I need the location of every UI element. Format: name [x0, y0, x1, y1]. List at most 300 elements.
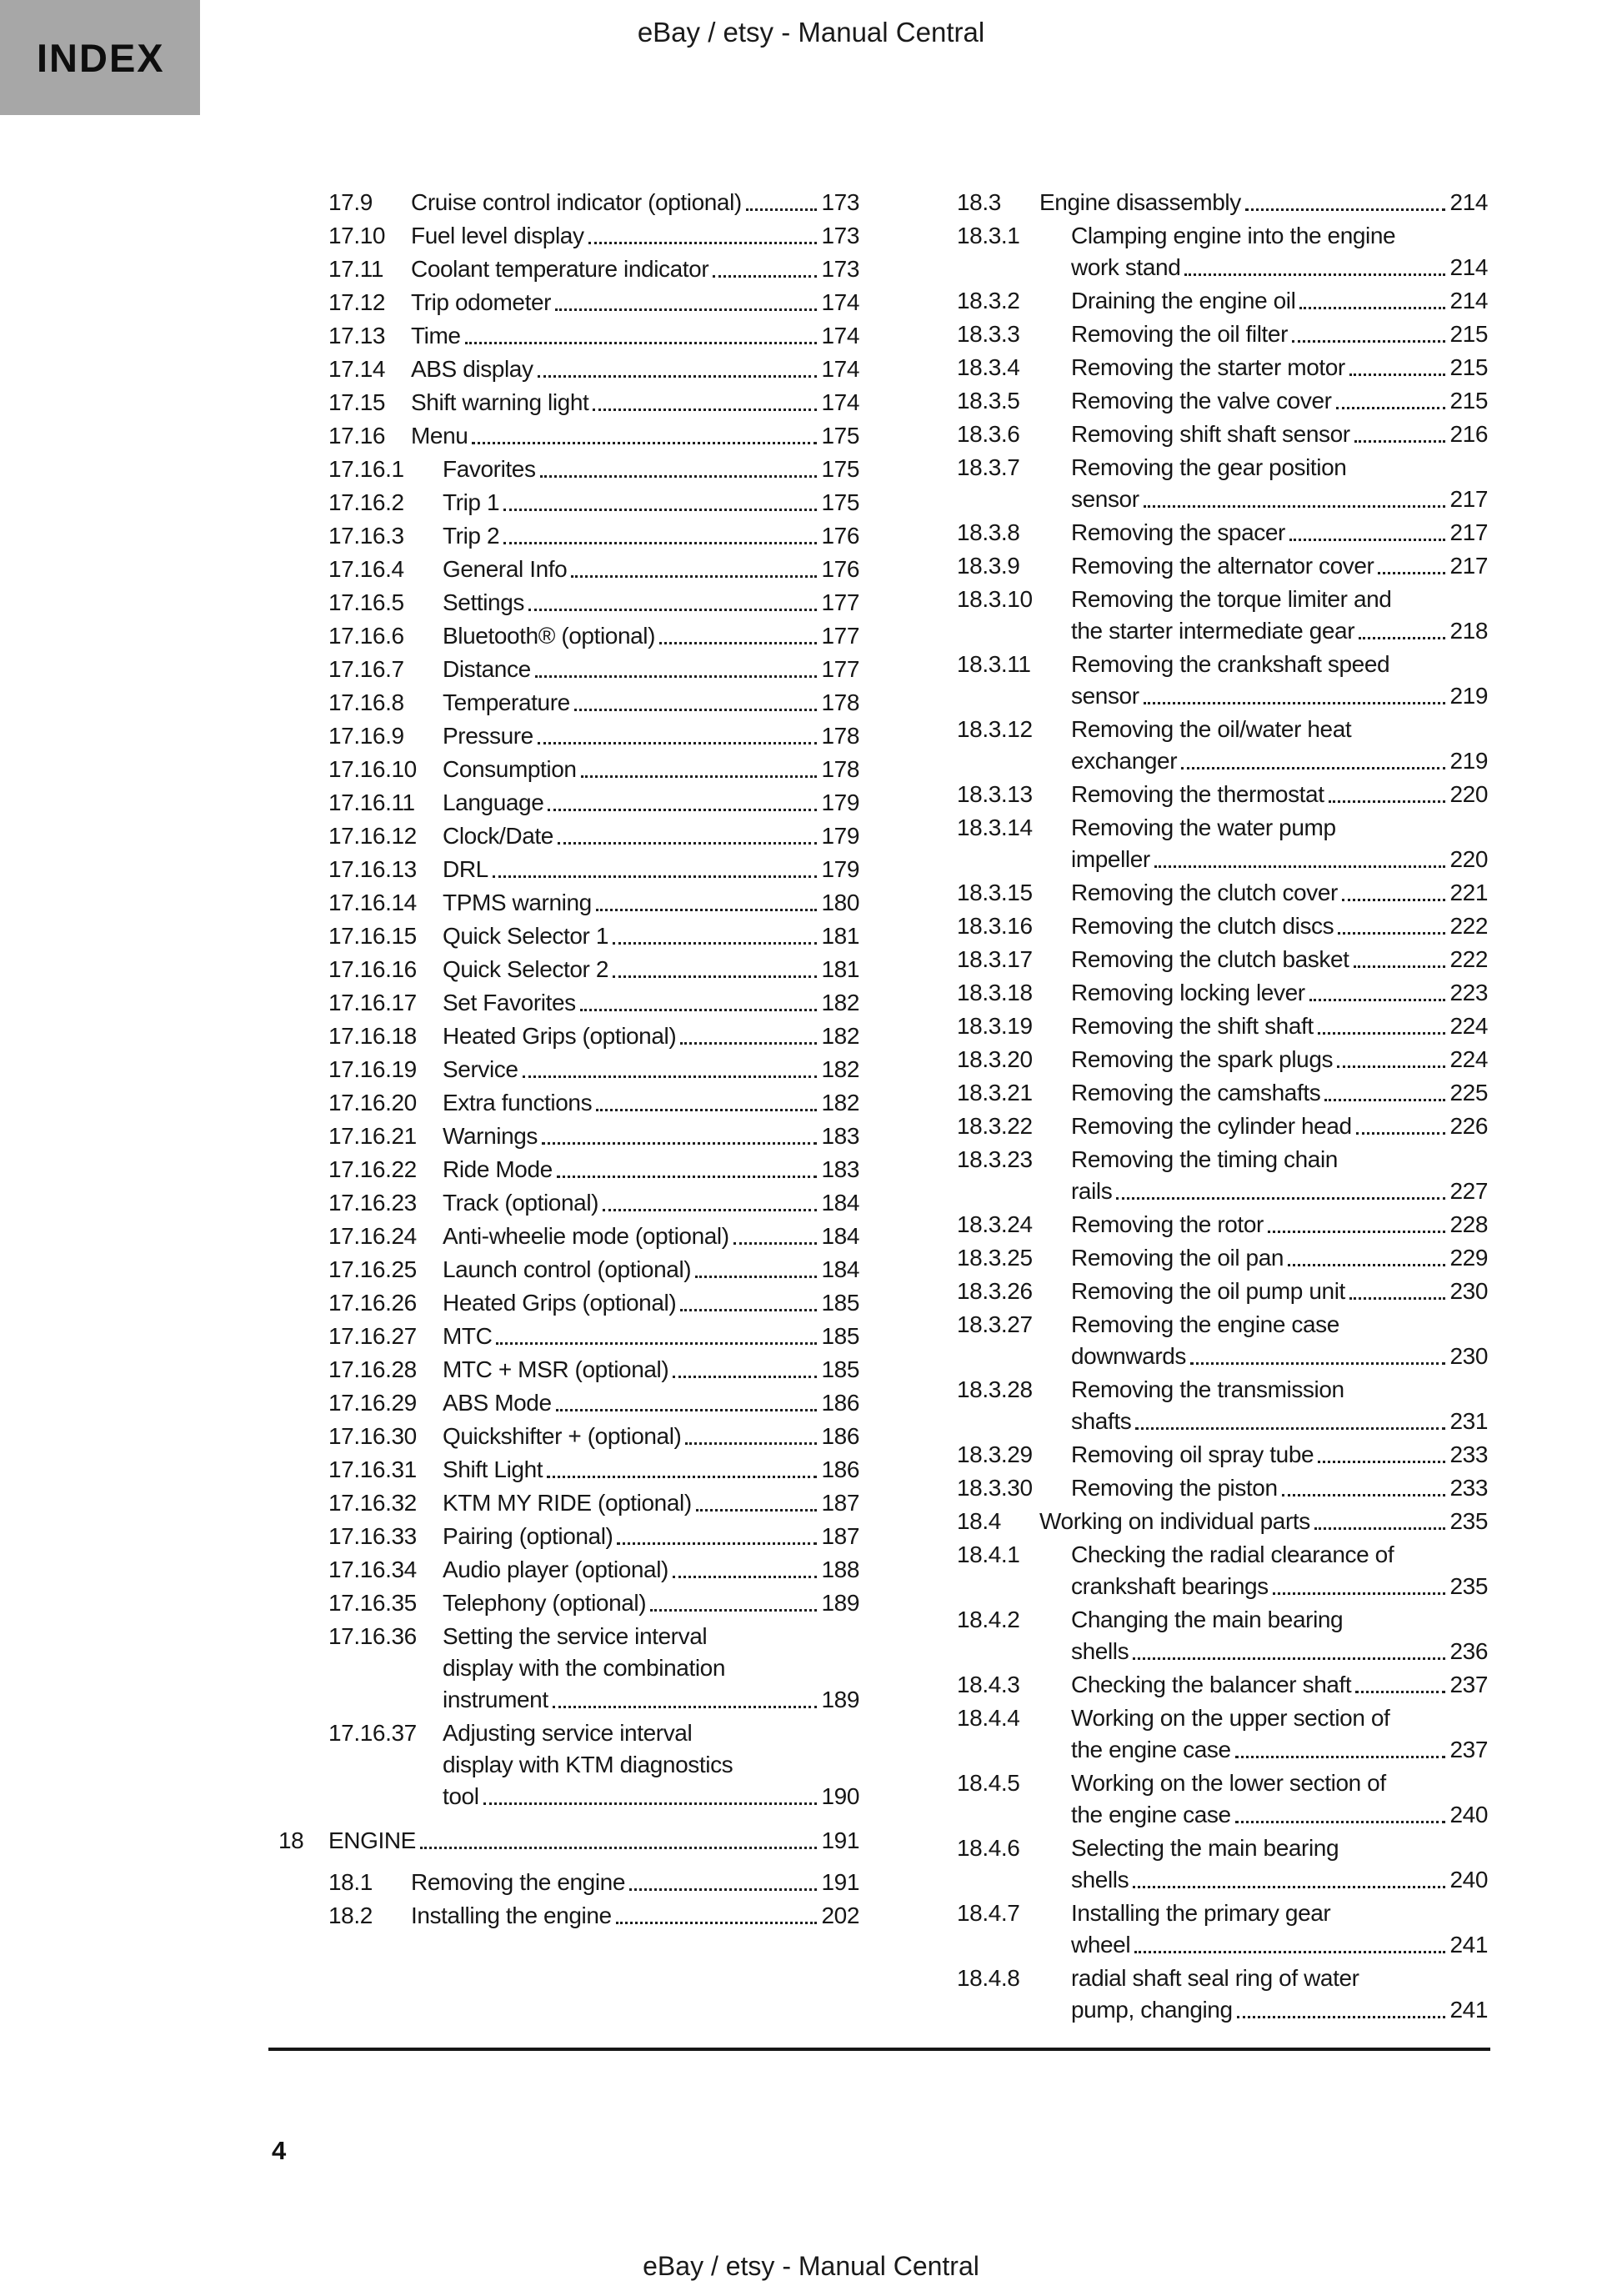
toc-entry: [278, 954, 859, 985]
toc-entry-number: 17.16.17: [328, 990, 417, 1015]
toc-entry: [957, 517, 1488, 549]
toc-entry-number: 17.16.27: [328, 1323, 417, 1349]
toc-entry-last-line: [411, 287, 859, 318]
toc-entry-title: Removing the shift shaft: [1071, 1013, 1314, 1039]
toc-entry-number: 18.3.27: [957, 1311, 1033, 1337]
dot-leader: [1324, 1077, 1445, 1101]
toc-entry-title: Pairing (optional): [443, 1523, 613, 1549]
toc-entry-number: 17.12: [328, 289, 386, 315]
dot-leader: [1354, 944, 1445, 968]
toc-entry-content: [1071, 1044, 1488, 1075]
toc-entry-page: 175: [821, 423, 859, 449]
toc-entry-page: 189: [821, 1590, 859, 1616]
toc-entry-number: 17.16.25: [328, 1256, 417, 1282]
toc-entry-number: 18.1: [328, 1869, 373, 1895]
toc-entry-number: 18.3.24: [957, 1211, 1033, 1237]
toc-entry-last-line: [1039, 187, 1488, 218]
toc-entry-page: 226: [1449, 1113, 1488, 1139]
toc-entry-title-line: display with KTM diagnostics: [443, 1752, 733, 1777]
dot-leader: [746, 187, 817, 211]
toc-entry: [278, 353, 859, 385]
toc-entry-page: 174: [821, 289, 859, 315]
toc-entry-last-line: [1071, 615, 1488, 647]
toc-entry-title-line: Working on the lower section of: [1071, 1770, 1386, 1796]
toc-entry-content: [443, 1717, 859, 1812]
toc-entry: [957, 944, 1488, 975]
dot-leader: [1349, 352, 1445, 376]
toc-entry-page: 217: [1449, 486, 1488, 512]
toc-entry-title: work stand: [1071, 254, 1181, 280]
toc-entry-number: 17.16.23: [328, 1190, 417, 1216]
toc-entry-number: 17.16.35: [328, 1590, 417, 1616]
toc-entry-page: 173: [821, 223, 859, 248]
toc-entry: [278, 454, 859, 485]
toc-entry-last-line: [1071, 550, 1488, 582]
toc-entry: [957, 1144, 1488, 1207]
toc-entry-title: Pressure: [443, 723, 533, 749]
toc-entry-title: Service: [443, 1056, 518, 1082]
toc-entry-page: 220: [1449, 781, 1488, 807]
toc-entry-content: [1071, 1242, 1488, 1274]
toc-entry-page: 179: [821, 823, 859, 849]
toc-entry-page: 214: [1449, 288, 1488, 313]
toc-entry-content: [1039, 1506, 1488, 1537]
toc-entry-number: 17.16.22: [328, 1156, 417, 1182]
dot-leader: [685, 1421, 817, 1445]
toc-entry-last-line: [443, 1684, 859, 1716]
dot-leader: [659, 620, 817, 644]
toc-entry-content: [443, 854, 859, 885]
toc-entry-page: 185: [821, 1356, 859, 1382]
toc-entry-title: Removing the thermostat: [1071, 781, 1324, 807]
toc-entry-page: 184: [821, 1223, 859, 1249]
toc-entry-title: Removing the spark plugs: [1071, 1046, 1334, 1072]
toc-entry-content: [1071, 1669, 1488, 1701]
toc-entry-number: 18.3.21: [957, 1080, 1033, 1105]
toc-entry-number: 18.3.23: [957, 1146, 1033, 1172]
toc-entry-title: Trip 1: [443, 489, 500, 515]
toc-entry-page: 182: [821, 990, 859, 1015]
toc-entry-number: 17.16.11: [328, 790, 415, 815]
toc-entry-number: 18.3.9: [957, 553, 1020, 579]
toc-entry: [957, 187, 1488, 218]
dot-leader: [1289, 517, 1445, 541]
toc-entry-content: [443, 1587, 859, 1619]
toc-entry-page: 185: [821, 1290, 859, 1316]
toc-entry-content: [443, 1120, 859, 1152]
toc-entry-title: the engine case: [1071, 1802, 1231, 1827]
toc-entry-content: [1071, 285, 1488, 317]
toc-entry-title: Quick Selector 1: [443, 923, 609, 949]
toc-entry-content: [1071, 779, 1488, 810]
toc-entry-number: 17.14: [328, 356, 386, 382]
dot-leader: [1342, 877, 1445, 901]
dot-leader: [617, 1521, 817, 1545]
toc-column-right: [957, 187, 1488, 2028]
toc-entry-content: [1071, 812, 1488, 875]
toc-entry-title: Removing the rotor: [1071, 1211, 1264, 1237]
toc-entry: [957, 419, 1488, 450]
toc-entry-title: Removing the starter motor: [1071, 354, 1345, 380]
toc-entry-number: 17.16.29: [328, 1390, 417, 1416]
toc-entry-last-line: [411, 1900, 859, 1932]
dot-leader: [1268, 1209, 1445, 1233]
toc-entry-title: Engine disassembly: [1039, 189, 1241, 215]
toc-entry-content: [443, 520, 859, 552]
toc-entry-last-line: [1071, 285, 1488, 317]
dot-leader: [1336, 385, 1445, 409]
dot-leader: [528, 587, 817, 611]
toc-entry-last-line: [1071, 1242, 1488, 1274]
toc-entry-title: Language: [443, 790, 544, 815]
toc-entry-page: 224: [1449, 1013, 1488, 1039]
toc-entry: [278, 1154, 859, 1186]
toc-entry-content: [1071, 1374, 1488, 1437]
toc-entry-number: 18.3.22: [957, 1113, 1033, 1139]
toc-entry-page: 237: [1449, 1672, 1488, 1697]
toc-entry-content: [443, 787, 859, 819]
dot-leader: [596, 1087, 817, 1111]
toc-entry-page: 181: [821, 923, 859, 949]
toc-entry-page: 230: [1449, 1278, 1488, 1304]
toc-entry: [957, 1604, 1488, 1667]
toc-entry-last-line: [443, 954, 859, 985]
toc-entry-content: [1071, 584, 1488, 647]
toc-entry-title: Track (optional): [443, 1190, 599, 1216]
toc-entry-title-line: Working on the upper section of: [1071, 1705, 1390, 1731]
toc-entry-page: 178: [821, 756, 859, 782]
toc-entry-last-line: [1071, 1669, 1488, 1701]
toc-entry-last-line: [443, 454, 859, 485]
dot-leader: [1338, 910, 1445, 935]
dot-leader: [553, 1684, 817, 1708]
toc-entry-last-line: [443, 1454, 859, 1486]
dot-leader: [733, 1221, 817, 1245]
toc-entry-title: Bluetooth® (optional): [443, 623, 656, 649]
toc-entry-number: 17.16.20: [328, 1090, 417, 1115]
toc-entry-content: [443, 1020, 859, 1052]
toc-entry-number: 17.16.4: [328, 556, 404, 582]
toc-entry-number: 18.3: [957, 189, 1001, 215]
toc-entry-number: 17.16.1: [328, 456, 404, 482]
toc-entry-number: 17.16.36: [328, 1623, 417, 1649]
toc-entry-title-line: Selecting the main bearing: [1071, 1835, 1339, 1861]
toc-entry-title: instrument: [443, 1687, 548, 1712]
toc-entry-page: 231: [1449, 1408, 1488, 1434]
toc-entry: [278, 1254, 859, 1286]
toc-entry-last-line: [443, 1421, 859, 1452]
toc-entry-page: 235: [1449, 1573, 1488, 1599]
toc-entry-title: Removing the oil filter: [1071, 321, 1289, 347]
dot-leader: [1235, 1799, 1445, 1823]
toc-entry-title: tool: [443, 1783, 479, 1809]
dot-leader: [1318, 1439, 1445, 1463]
toc-entry-title: Anti-wheelie mode (optional): [443, 1223, 729, 1249]
toc-entry-content: [411, 287, 859, 318]
toc-entry-content: [1071, 1077, 1488, 1109]
toc-entry-last-line: [1071, 1209, 1488, 1241]
toc-entry-last-line: [1071, 1439, 1488, 1471]
toc-entry-title: General Info: [443, 556, 568, 582]
toc-entry-title: TPMS warning: [443, 890, 592, 915]
toc-entry-number: 18.3.11: [957, 651, 1031, 677]
toc-entry-number: 18.3.2: [957, 288, 1020, 313]
toc-entry: [957, 649, 1488, 712]
toc-entry-page: 241: [1449, 1997, 1488, 2023]
toc-entry-number: 17.16.34: [328, 1557, 417, 1582]
toc-entry: [278, 1054, 859, 1085]
toc-entry-number: 17.16.16: [328, 956, 417, 982]
toc-entry-number: 18: [278, 1827, 304, 1853]
toc-entry-title: Quick Selector 2: [443, 956, 609, 982]
toc-entry: [957, 910, 1488, 942]
toc-entry-last-line: [443, 754, 859, 785]
toc-entry-content: [443, 587, 859, 619]
toc-entry-last-line: [1071, 1341, 1488, 1372]
dot-leader: [1116, 1176, 1445, 1200]
toc-entry-last-line: [443, 620, 859, 652]
toc-entry: [957, 1767, 1488, 1831]
toc-entry-last-line: [1071, 1799, 1488, 1831]
toc-entry-page: 240: [1449, 1867, 1488, 1892]
toc-entry-page: 241: [1449, 1932, 1488, 1958]
toc-entry-title: impeller: [1071, 846, 1150, 872]
toc-entry-page: 215: [1449, 354, 1488, 380]
toc-entry-page: 188: [821, 1557, 859, 1582]
toc-entry-content: [1071, 1276, 1488, 1307]
toc-entry-number: 18.3.18: [957, 980, 1033, 1005]
dot-leader: [540, 454, 817, 478]
toc-entry: [957, 714, 1488, 777]
toc-entry-title: Removing the clutch basket: [1071, 946, 1349, 972]
toc-entry-number: 17.16: [328, 423, 386, 449]
dot-leader: [1181, 745, 1445, 770]
toc-entry-page: 182: [821, 1090, 859, 1115]
toc-entry-number: 17.16.31: [328, 1456, 417, 1482]
toc-entry-page: 214: [1449, 254, 1488, 280]
toc-entry: [957, 1276, 1488, 1307]
dot-leader: [616, 1900, 817, 1924]
toc-entry-number: 17.16.33: [328, 1523, 417, 1549]
toc-entry-page: 177: [821, 656, 859, 682]
toc-entry-page: 235: [1449, 1508, 1488, 1534]
toc-entry: [278, 854, 859, 885]
toc-entry-last-line: [443, 920, 859, 952]
toc-entry-title: Launch control (optional): [443, 1256, 692, 1282]
dot-leader: [581, 754, 817, 778]
toc-entry-title: Ride Mode: [443, 1156, 553, 1182]
toc-entry-last-line: [1071, 1571, 1488, 1602]
dot-leader: [538, 353, 817, 378]
toc-entry-number: 17.15: [328, 389, 386, 415]
toc-entry-last-line: [1071, 944, 1488, 975]
toc-entry-content: [443, 1521, 859, 1552]
toc-entry-last-line: [1071, 352, 1488, 384]
toc-entry-number: 18.4: [957, 1508, 1001, 1534]
toc-entry-page: 179: [821, 856, 859, 882]
toc-entry-last-line: [1071, 1077, 1488, 1109]
toc-entry: [278, 1717, 859, 1812]
toc-entry-content: [328, 1825, 859, 1857]
toc-entry-title: Extra functions: [443, 1090, 593, 1115]
toc-entry-page: 191: [821, 1869, 859, 1895]
toc-entry-last-line: [443, 1120, 859, 1152]
toc-entry-last-line: [411, 187, 859, 218]
toc-entry-number: 17.16.10: [328, 756, 417, 782]
dot-leader: [603, 1187, 817, 1211]
toc-entry: [957, 285, 1488, 317]
toc-entry-number: 18.3.10: [957, 586, 1033, 612]
toc-entry-number: 18.3.8: [957, 519, 1020, 545]
dot-leader: [1292, 318, 1445, 343]
toc-entry-page: 225: [1449, 1080, 1488, 1105]
toc-entry-title-line: Checking the radial clearance of: [1071, 1542, 1394, 1567]
toc-entry-last-line: [1071, 680, 1488, 712]
toc-entry-page: 182: [821, 1056, 859, 1082]
toc-entry-content: [1071, 1144, 1488, 1207]
toc-entry-content: [443, 1254, 859, 1286]
toc-entry-last-line: [443, 1354, 859, 1386]
dot-leader: [680, 1020, 817, 1045]
dot-leader: [1356, 1110, 1445, 1135]
toc-entry: [957, 1963, 1488, 2026]
toc-entry: [957, 318, 1488, 350]
toc-entry: [278, 787, 859, 819]
toc-entry-content: [443, 1221, 859, 1252]
toc-entry-title: ABS Mode: [443, 1390, 552, 1416]
toc-entry-content: [443, 1554, 859, 1586]
toc-entry: [957, 1110, 1488, 1142]
toc-entry-content: [1071, 1439, 1488, 1471]
toc-entry-title: Shift warning light: [411, 389, 589, 415]
toc-entry-title: Draining the engine oil: [1071, 288, 1296, 313]
dot-leader: [1135, 1406, 1445, 1430]
toc-entry: [957, 1897, 1488, 1961]
toc-entry-number: 17.16.32: [328, 1490, 417, 1516]
dot-leader: [695, 1254, 817, 1278]
toc-entry-last-line: [443, 854, 859, 885]
toc-entry-last-line: [1071, 419, 1488, 450]
toc-entry-content: [443, 987, 859, 1019]
toc-entry: [957, 1669, 1488, 1701]
toc-entry-content: [1071, 977, 1488, 1009]
toc-entry-content: [443, 1054, 859, 1085]
toc-entry-title: downwards: [1071, 1343, 1187, 1369]
toc-entry: [957, 779, 1488, 810]
dot-leader: [1154, 844, 1445, 868]
toc-entry-title-line: Removing the gear position: [1071, 454, 1347, 480]
toc-entry-number: 18.3.14: [957, 815, 1033, 840]
toc-entry-last-line: [328, 1825, 859, 1857]
toc-entry-content: [443, 620, 859, 652]
toc-entry-last-line: [443, 487, 859, 519]
toc-entry-number: 18.3.20: [957, 1046, 1033, 1072]
toc-entry-content: [443, 1287, 859, 1319]
toc-entry-title: Removing oil spray tube: [1071, 1441, 1314, 1467]
toc-entry-number: 17.16.37: [328, 1720, 417, 1746]
toc-entry-title: shells: [1071, 1867, 1129, 1892]
toc-entry: [957, 1702, 1488, 1766]
toc-entry-page: 176: [821, 523, 859, 549]
toc-entry-number: 17.16.2: [328, 489, 404, 515]
toc-entry-content: [1071, 550, 1488, 582]
toc-entry-content: [443, 820, 859, 852]
toc-entry-page: 182: [821, 1023, 859, 1049]
dot-leader: [673, 1354, 817, 1378]
toc-entry-last-line: [411, 320, 859, 352]
toc-entry-page: 220: [1449, 846, 1488, 872]
dot-leader: [493, 854, 817, 878]
toc-entry: [278, 1387, 859, 1419]
toc-entry-content: [443, 1487, 859, 1519]
dot-leader: [593, 387, 817, 411]
toc-entry-title: Audio player (optional): [443, 1557, 668, 1582]
dot-leader: [680, 1287, 817, 1311]
toc-entry-page: 174: [821, 323, 859, 348]
toc-entry: [278, 987, 859, 1019]
toc-entry-content: [443, 454, 859, 485]
toc-entry-page: 187: [821, 1490, 859, 1516]
toc-entry-title: ENGINE: [328, 1827, 416, 1853]
toc-entry-page: 180: [821, 890, 859, 915]
toc-entry-page: 179: [821, 790, 859, 815]
toc-entry-content: [411, 187, 859, 218]
toc-entry-title-line: Adjusting service interval: [443, 1720, 693, 1746]
toc-entry-content: [1071, 649, 1488, 712]
toc-entry-content: [411, 420, 859, 452]
dot-leader: [713, 253, 817, 278]
toc-entry: [278, 687, 859, 719]
toc-entry-title-line: Installing the primary gear: [1071, 1900, 1331, 1926]
toc-entry: [278, 1825, 859, 1857]
toc-entry-last-line: [443, 520, 859, 552]
dot-leader: [557, 1154, 817, 1178]
toc-entry-number: 18.2: [328, 1902, 373, 1928]
toc-entry-title: Removing the oil pan: [1071, 1245, 1284, 1271]
toc-entry-page: 233: [1449, 1441, 1488, 1467]
toc-entry-content: [1071, 419, 1488, 450]
toc-entry-last-line: [443, 787, 859, 819]
toc-entry-content: [1071, 1604, 1488, 1667]
toc-entry-title: Removing the engine: [411, 1869, 626, 1895]
dot-leader: [483, 1781, 817, 1805]
toc-entry-title: Distance: [443, 656, 531, 682]
toc-entry: [278, 720, 859, 752]
dot-leader: [503, 520, 817, 544]
toc-entry-number: 18.3.29: [957, 1441, 1033, 1467]
toc-entry-content: [1071, 714, 1488, 777]
dot-leader: [1314, 1506, 1445, 1530]
toc-entry-last-line: [443, 1554, 859, 1586]
toc-entry-page: 175: [821, 456, 859, 482]
dot-leader: [472, 420, 817, 444]
toc-entry-content: [1071, 1702, 1488, 1766]
toc-entry-last-line: [443, 1087, 859, 1119]
toc-entry-last-line: [1071, 779, 1488, 810]
toc-entry-last-line: [1071, 1472, 1488, 1504]
toc-entry-last-line: [1071, 517, 1488, 549]
toc-entry-content: [443, 1087, 859, 1119]
toc-entry-title-line: Removing the oil/water heat: [1071, 716, 1352, 742]
toc-entry-title: Favorites: [443, 456, 536, 482]
toc-entry-page: 178: [821, 689, 859, 715]
toc-entry: [957, 1010, 1488, 1042]
toc-entry-content: [443, 887, 859, 919]
toc-entry-content: [411, 387, 859, 419]
toc-column-left: [278, 187, 859, 1933]
toc-entry: [278, 387, 859, 419]
toc-entry: [957, 1832, 1488, 1896]
